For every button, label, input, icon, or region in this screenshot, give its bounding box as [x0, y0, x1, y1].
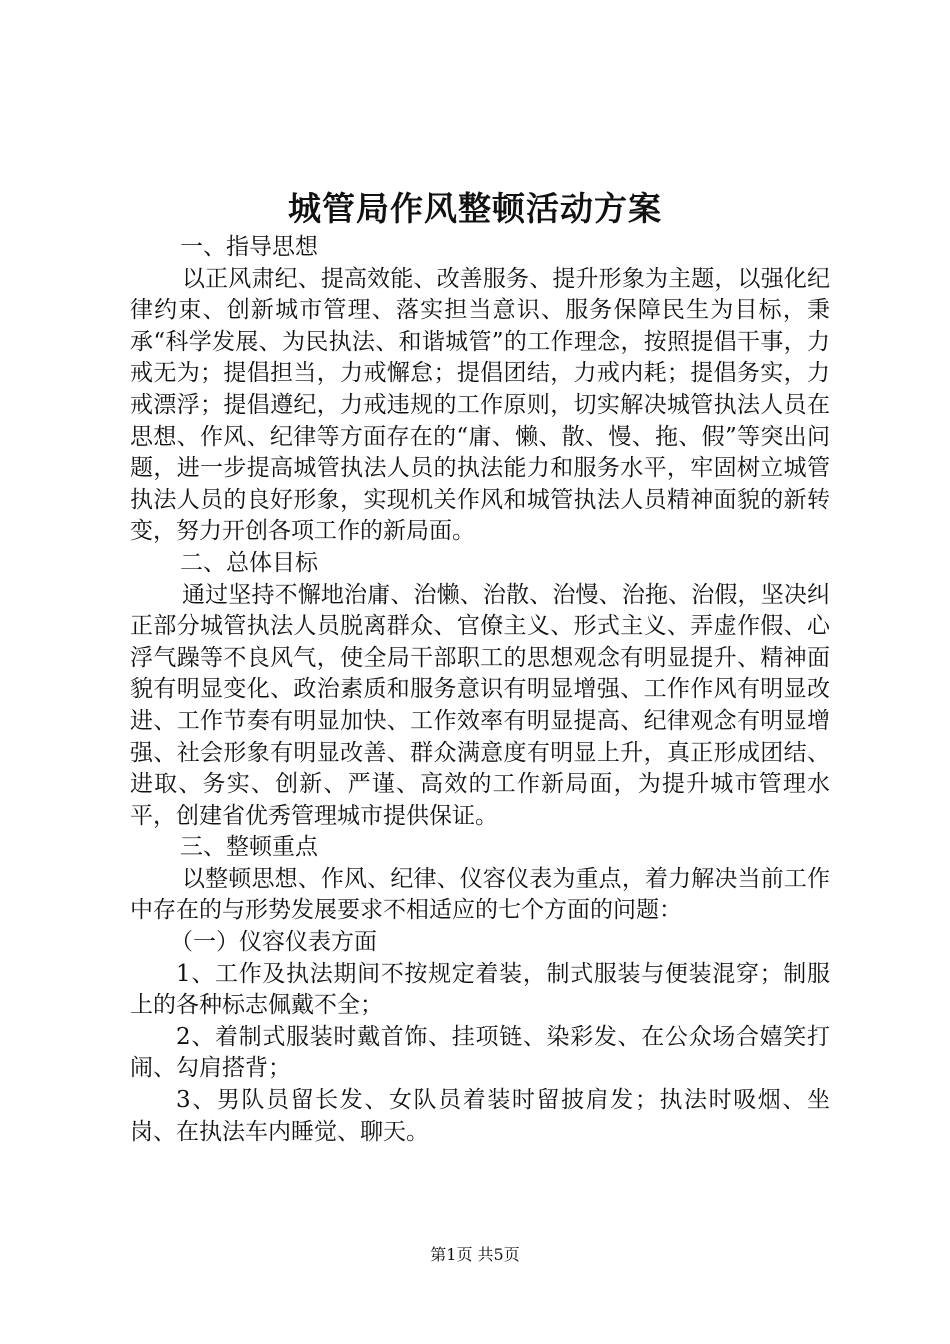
list-item: 3、男队员留长发、女队员着装时留披肩发；执法时吸烟、坐岗、在执法车内睡觉、聊天。: [130, 1087, 830, 1145]
page-title: 城管局作风整顿活动方案: [288, 189, 662, 228]
section-heading-1: 一、指导思想: [180, 234, 318, 260]
list-item: 1、工作及执法期间不按规定着装，制式服装与便装混穿；制服上的各种标志佩戴不全；: [130, 960, 830, 1019]
section-heading-2: 二、总体目标: [180, 549, 318, 576]
subsection-heading-1: （一）仪容仪表方面: [170, 929, 377, 956]
document-body: [130, 232, 830, 1148]
paragraph-3: 以整顿思想、作风、纪律、仪容仪表为重点，着力解决当前工作中存在的与形势发展要求不相适应的七个方面的问题：: [130, 865, 830, 924]
list-item: 2、着制式服装时戴首饰、挂项链、染彩发、在公众场合嬉笑打闹、勾肩搭背；: [130, 1023, 830, 1082]
paragraph-2: 通过坚持不懈地治庸、治懒、治散、治慢、治拖、治假，坚决纠正部分城管执法人员脱离群众、官僚主义、形式主义、弄虚作假、心浮气躁等不良风气，使全局干部职工的思想观念有明显提升、精神面貌有明显变化、政治素质和服务意识有明显增强、工作作风有明显改进、工作节奏有明显加快、工作效率有明显提高、纪律观念有明显增强、社会形象有明显改善、群众满意度有明显上升，真正形成团结、进取、务实、创新、严谨、高效的工作新局面，为提升城市管理水平，创建省优秀管理城市提供保证。: [130, 581, 830, 829]
section-heading-3: 三、整顿重点: [180, 834, 318, 861]
paragraph-1: 以正风肃纪、提高效能、改善服务、提升形象为主题，以强化纪律约束、创新城市管理、落实担当意识、服务保障民生为目标，秉承“科学发展、为民执法、和谐城管”的工作理念，按照提倡干事，力戒无为；提倡担当，力戒懈怠；提倡团结，力戒内耗；提倡务实，力戒漂浮；提倡遵纪，力戒违规的工作原则，切实解决城管执法人员在思想、作风、纪律等方面存在的“庸、懒、散、慢、拖、假”等突出问题，进一步提高城管执法人员的执法能力和服务水平，牢固树立城管执法人员的良好形象，实现机关作风和城管执法人员精神面貌的新转变，努力开创各项工作的新局面。: [130, 265, 830, 545]
page-number-footer: 第1页 共5页: [430, 1245, 520, 1264]
